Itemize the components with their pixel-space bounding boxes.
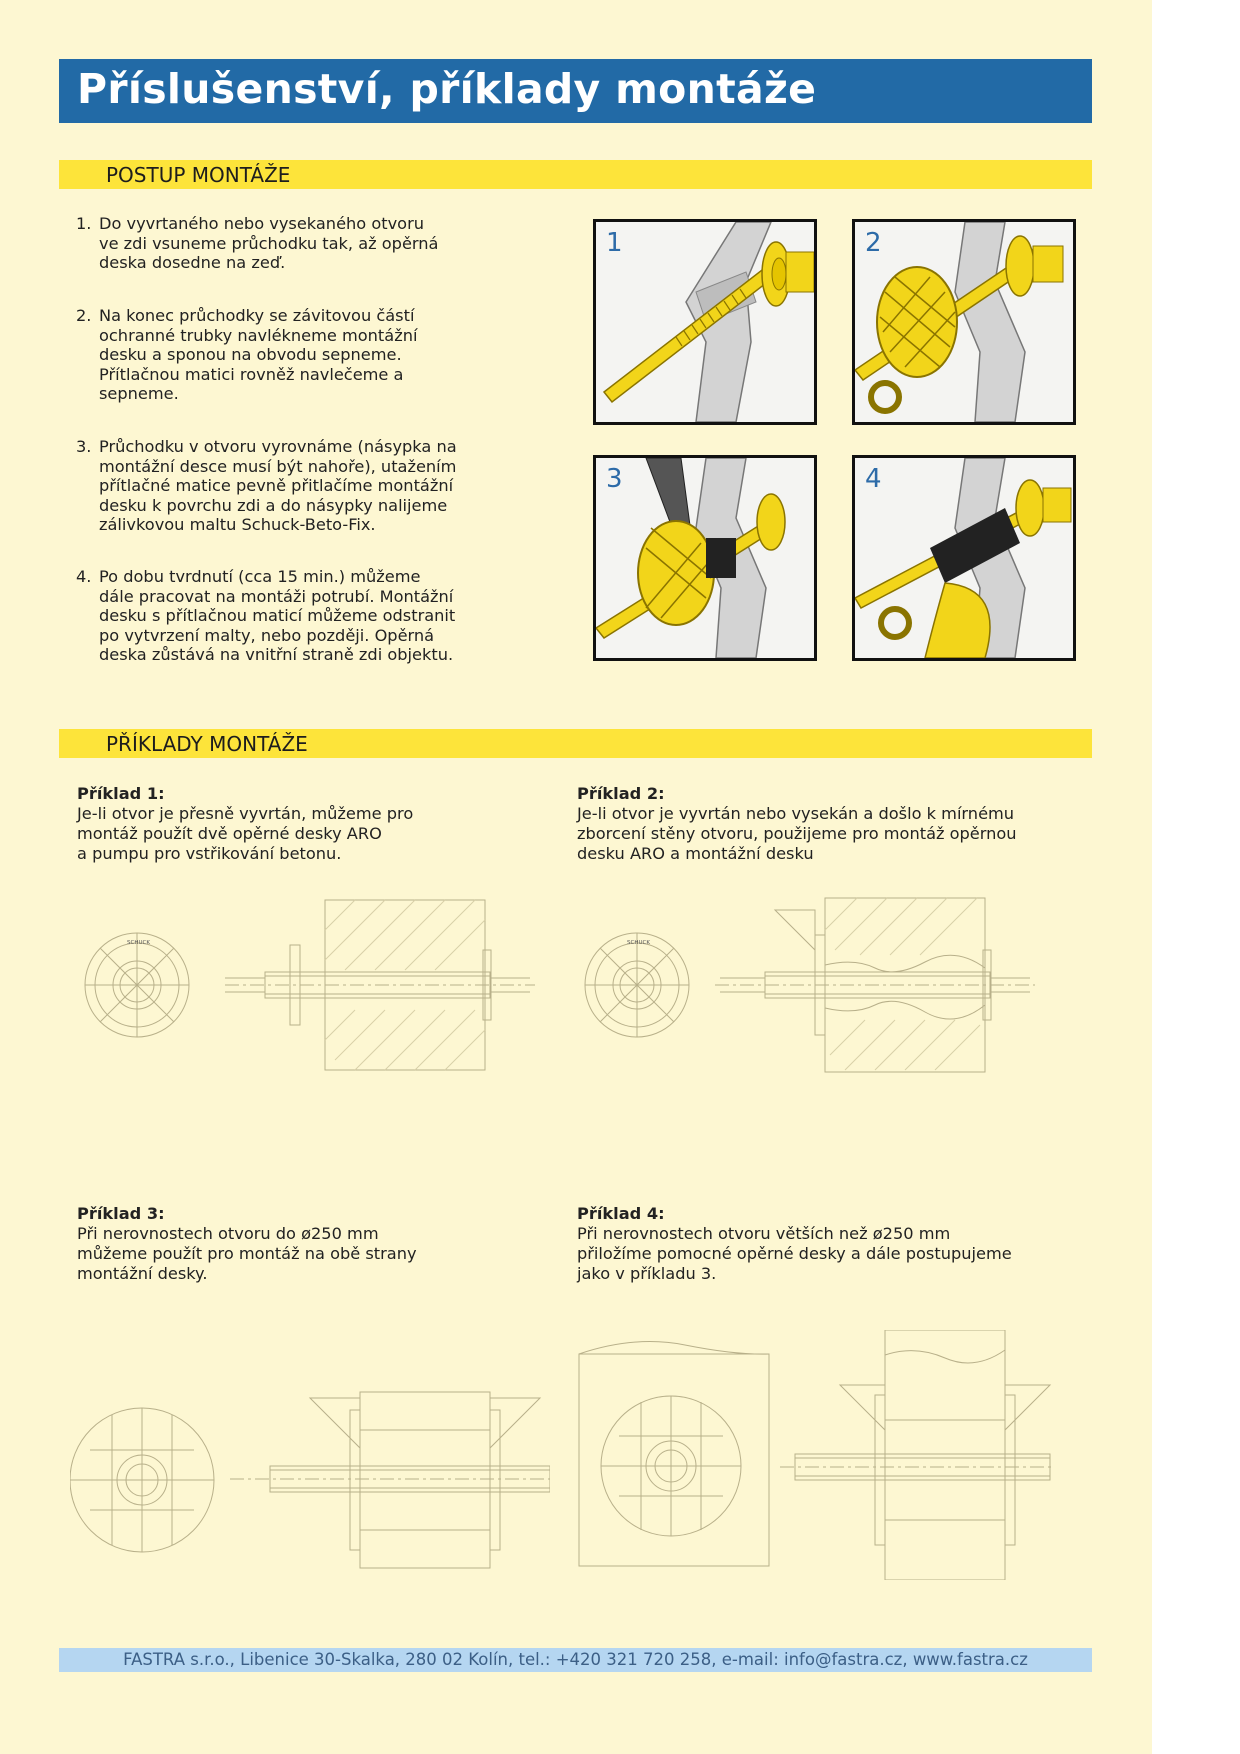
step-item (76, 437, 496, 535)
assembly-photo-4 (852, 455, 1076, 661)
example-title: Příklad 4: (577, 1204, 665, 1223)
example-title: Příklad 1: (77, 784, 165, 803)
example-text: Při nerovnostech otvoru do ø250 mm můžeme použít pro montáž na obě strany montážní desky. (77, 1224, 417, 1283)
section-title-priklady: PŘÍKLADY MONTÁŽE (106, 732, 308, 756)
example-title: Příklad 3: (77, 1204, 165, 1223)
section-title-postup: POSTUP MONTÁŽE (106, 163, 291, 187)
photo-number: 1 (606, 228, 623, 258)
assembly-photo-2 (852, 219, 1076, 425)
photo-number: 4 (865, 464, 882, 494)
example-2 (577, 784, 1077, 864)
assembly-photo-3 (593, 455, 817, 661)
photo-number: 3 (606, 464, 623, 494)
step-text: Do vyvrtaného nebo vysekaného otvoru ve zdi vsuneme průchodku tak, až opěrná deska dosedne na zeď. (99, 214, 439, 272)
photo-number: 2 (865, 228, 882, 258)
schuck-label: SCHUCK (127, 940, 150, 946)
page-title: Příslušenství, příklady montáže (77, 65, 817, 113)
section-header-postup (59, 160, 1092, 189)
footer-contact: FASTRA s.r.o., Libenice 30-Skalka, 280 02 Kolín, tel.: +420 321 720 258, e-mail: info@fastra.cz, www.fastra.cz (123, 1650, 1028, 1669)
example-title: Příklad 2: (577, 784, 665, 803)
example-1 (77, 784, 537, 864)
example-4 (577, 1204, 1077, 1284)
example-1-drawing (75, 890, 545, 1080)
example-3 (77, 1204, 537, 1284)
example-4-drawing (575, 1330, 1055, 1580)
step-text: Průchodku v otvoru vyrovnáme (násypka na montážní desce musí být nahoře), utažením přítlačné matice pevně přitlačíme montážní desku k povrchu zdi a do násypky nalijeme zálivkovou maltu Schuck-Beto-Fix. (99, 437, 457, 534)
photo-4-illustration (855, 458, 1073, 658)
assembly-photo-1 (593, 219, 817, 425)
step-number: 1. (76, 214, 92, 233)
step-number: 2. (76, 306, 92, 325)
example-3-drawing (70, 1370, 550, 1590)
step-item (76, 214, 496, 273)
example-text: Je-li otvor je vyvrtán nebo vysekán a došlo k mírnému zborcení stěny otvoru, použijeme pro montáž opěrnou desku ARO a montážní desku (577, 804, 1017, 863)
section-header-priklady (59, 729, 1092, 758)
step-item (76, 567, 496, 665)
step-text: Na konec průchodky se závitovou částí ochranné trubky navlékneme montážní desku a sponou na obvodu sepneme. Přítlačnou matici rovněž navlečeme a sepneme. (99, 306, 418, 403)
photo-3-illustration (596, 458, 814, 658)
photo-2-illustration (855, 222, 1073, 422)
example-text: Je-li otvor je přesně vyvrtán, můžeme pro montáž použít dvě opěrné desky ARO a pumpu pro vstřikování betonu. (77, 804, 414, 863)
photo-1-illustration (596, 222, 814, 422)
schuck-label: SCHUCK (627, 940, 650, 946)
step-text: Po dobu tvrdnutí (cca 15 min.) můžeme dále pracovat na montáži potrubí. Montážní desku s přítlačnou maticí můžeme odstranit po vytvrzení malty, nebo později. Opěrná deska zůstává na vnitřní straně zdi objektu. (99, 567, 456, 664)
step-item (76, 306, 496, 404)
example-text: Při nerovnostech otvoru větších než ø250 mm přiložíme pomocné opěrné desky a dále postupujeme jako v příkladu 3. (577, 1224, 1012, 1283)
step-number: 3. (76, 437, 92, 456)
step-number: 4. (76, 567, 92, 586)
title-bar (59, 59, 1092, 123)
example-2-drawing (575, 890, 1045, 1080)
footer-bar (59, 1648, 1092, 1672)
